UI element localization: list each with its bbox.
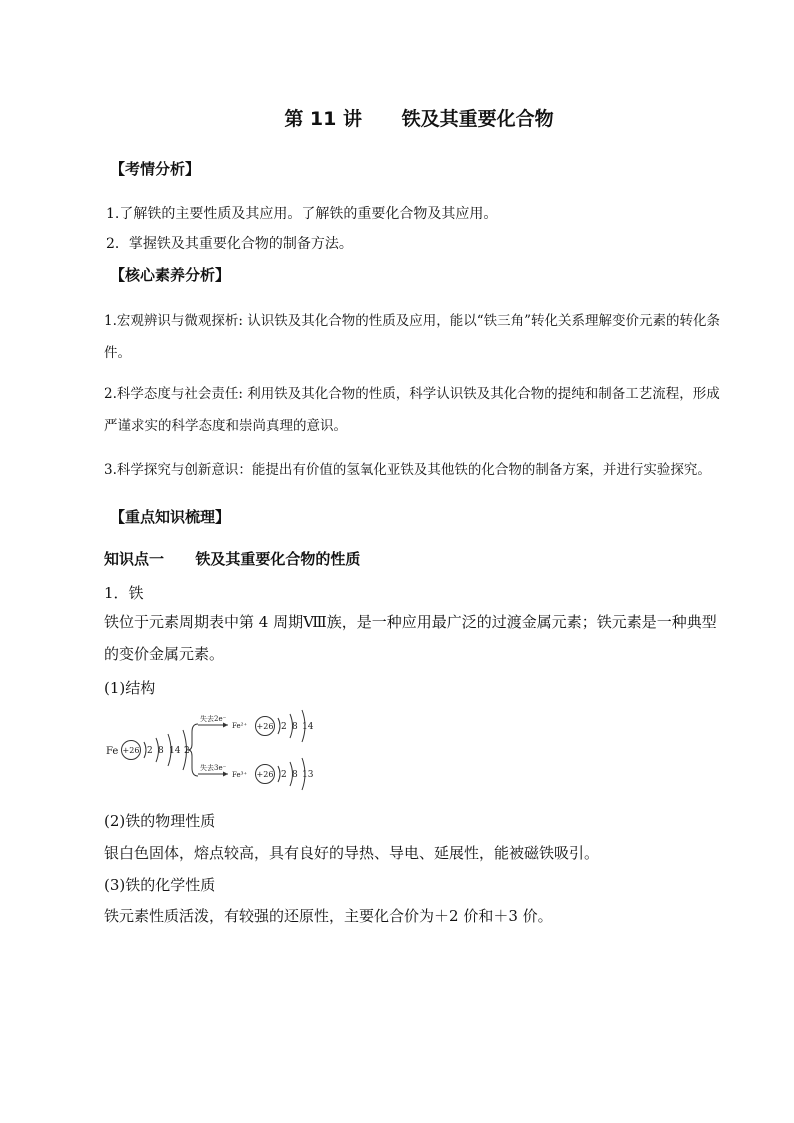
lose-3e-label: 失去3e⁻ (200, 764, 227, 772)
knowledge-point-heading: 知识点一 铁及其重要化合物的性质 (104, 550, 361, 568)
literacy-item-1: 1.宏观辨识与微观探析: 认识铁及其化合物的性质及应用，能以“铁三角”转化关系理解变价元素的转化条件。 (104, 313, 721, 361)
fe2-shell-1: 2 (281, 722, 287, 732)
physical-properties-label: (2)铁的物理性质 (104, 812, 216, 830)
page-title: 第 11 讲 铁及其重要化合物 (284, 108, 554, 130)
fe3-nucleus-label: +26 (256, 770, 274, 779)
section-exam-analysis: 【考情分析】 (110, 160, 201, 178)
fe3-shell-2: 8 (292, 770, 298, 780)
fe-symbol: Fe (106, 746, 119, 757)
fe3-shell-3: 13 (302, 770, 314, 780)
literacy-item-3: 3.科学探究与创新意识：能提出有价值的氢氧化亚铁及其他铁的化合物的制备方案，并进行实验探究。 (104, 462, 711, 478)
iron-intro-paragraph: 铁位于元素周期表中第 4 周期Ⅷ族，是一种应用最广泛的过渡金属元素；铁元素是一种典型的变价金属元素。 (104, 613, 717, 663)
fe2-shell-2: 8 (292, 722, 298, 732)
fe3-shell-arc-1 (278, 766, 280, 782)
subheading-iron: 1．铁 (104, 584, 144, 602)
section-core-literacy: 【核心素养分析】 (110, 266, 231, 284)
fe2-symbol: Fe²⁺ (232, 722, 248, 730)
section-key-knowledge: 【重点知识梳理】 (110, 508, 231, 526)
literacy-item-2: 2.科学态度与社会责任: 利用铁及其化合物的性质，科学认识铁及其化合物的提纯和制备工艺流程，形成严谨求实的科学态度和崇尚真理的意识。 (104, 386, 720, 434)
fe2-shell-3: 14 (302, 722, 314, 732)
fe2-shell-arc-1 (278, 718, 280, 734)
arrow-to-fe2-head (223, 723, 228, 728)
fe-shell-arc-1 (144, 742, 146, 758)
fe-nucleus-label: +26 (122, 746, 140, 755)
lose-2e-label: 失去2e⁻ (200, 715, 227, 723)
fe3-symbol: Fe³⁺ (232, 771, 248, 779)
branch-brace (188, 724, 198, 776)
chemical-properties-label: (3)铁的化学性质 (104, 876, 216, 894)
exam-item-2: 2．掌握铁及其重要化合物的制备方法。 (106, 236, 353, 252)
chemical-properties-text: 铁元素性质活泼，有较强的还原性，主要化合价为＋2 价和＋3 价。 (104, 907, 553, 925)
fe2-nucleus-label: +26 (256, 722, 274, 731)
fe-shell-3: 14 (169, 746, 181, 756)
arrow-to-fe3-head (223, 772, 228, 777)
physical-properties-text: 银白色固体，熔点较高，具有良好的导热、导电、延展性，能被磁铁吸引。 (104, 844, 600, 862)
fe-shell-1: 2 (147, 746, 153, 756)
iron-electron-structure-diagram (104, 708, 334, 794)
exam-item-1: 1.了解铁的主要性质及其应用。了解铁的重要化合物及其应用。 (106, 206, 498, 222)
structure-label: (1)结构 (104, 679, 156, 697)
fe-shell-4: 2 (184, 746, 190, 756)
fe-shell-2: 8 (158, 746, 164, 756)
fe3-shell-1: 2 (281, 770, 287, 780)
